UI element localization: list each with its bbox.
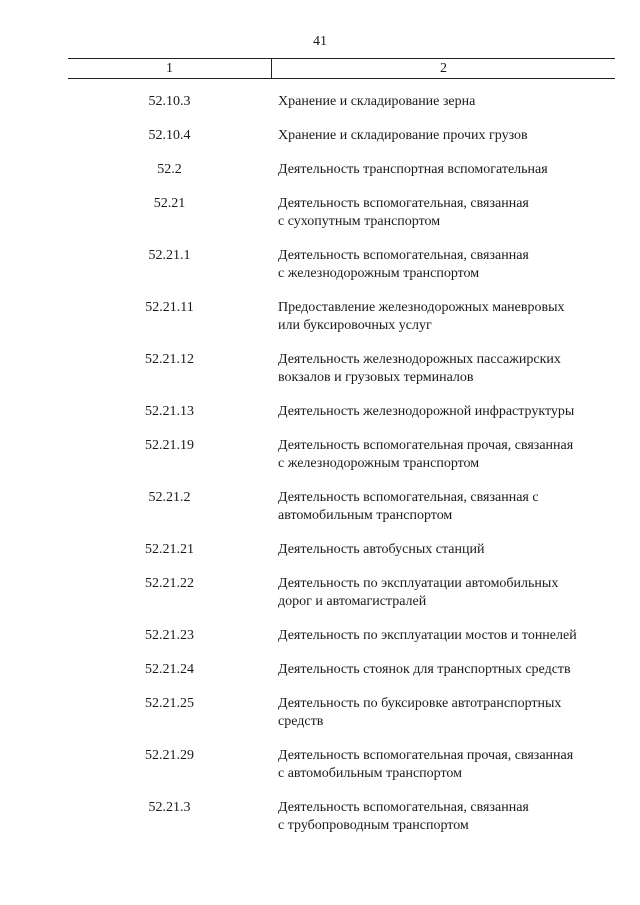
- table-row: [0, 661, 640, 695]
- row-description: [278, 799, 618, 835]
- row-description-line: Деятельность железнодорожных пассажирских: [278, 352, 561, 367]
- row-code: 52.21.25: [145, 696, 194, 711]
- row-description: [278, 299, 618, 335]
- row-description: [278, 403, 618, 421]
- row-description-line: с трубопроводным транспортом: [278, 818, 469, 833]
- row-description: [278, 127, 618, 145]
- table-row: [0, 489, 640, 541]
- row-description-line: вокзалов и грузовых терминалов: [278, 370, 474, 385]
- row-description: [278, 627, 618, 645]
- row-description-line: Деятельность вспомогательная, связанная: [278, 800, 529, 815]
- row-description-line: Предоставление железнодорожных маневровых: [278, 300, 565, 315]
- row-description-line: Деятельность по эксплуатации автомобильных: [278, 576, 559, 591]
- row-description-line: с железнодорожным транспортом: [278, 266, 480, 281]
- row-description-line: Деятельность по эксплуатации мостов и тоннелей: [278, 628, 577, 643]
- table-row: [0, 437, 640, 489]
- row-code: 52.21.21: [145, 542, 194, 557]
- table-row: [0, 627, 640, 661]
- row-description-line: средств: [278, 714, 324, 729]
- header-column-2: 2: [440, 61, 447, 76]
- classification-list: [0, 93, 640, 851]
- row-description: [278, 661, 618, 679]
- row-description-line: с автомобильным транспортом: [278, 766, 463, 781]
- row-code: 52.21.12: [145, 352, 194, 367]
- row-code: 52.21.3: [148, 800, 191, 815]
- row-description-line: Деятельность вспомогательная прочая, связанная: [278, 748, 574, 763]
- row-description: [278, 747, 618, 783]
- table-row: [0, 403, 640, 437]
- row-description-line: Хранение и складирование прочих грузов: [278, 128, 528, 143]
- table-row: [0, 799, 640, 851]
- table-row: [0, 299, 640, 351]
- row-description-line: автомобильным транспортом: [278, 508, 453, 523]
- table-row: [0, 541, 640, 575]
- table-row: [0, 695, 640, 747]
- row-code: 52.21.29: [145, 748, 194, 763]
- row-description-line: Деятельность транспортная вспомогательная: [278, 162, 548, 177]
- row-code: 52.21.24: [145, 662, 194, 677]
- row-description: [278, 247, 618, 283]
- row-code: 52.21.22: [145, 576, 194, 591]
- row-description-line: дорог и автомагистралей: [278, 594, 427, 609]
- row-description: [278, 195, 618, 231]
- row-description-line: или буксировочных услуг: [278, 318, 432, 333]
- header-column-1: 1: [68, 59, 272, 78]
- row-description: [278, 351, 618, 387]
- table-row: [0, 127, 640, 161]
- row-description: [278, 437, 618, 473]
- row-code: 52.21.13: [145, 404, 194, 419]
- row-description-line: с сухопутным транспортом: [278, 214, 441, 229]
- row-code: 52.10.3: [148, 94, 191, 109]
- row-code: 52.10.4: [148, 128, 191, 143]
- row-code: 52.21.11: [145, 300, 194, 315]
- row-description-line: Деятельность автобусных станций: [278, 542, 485, 557]
- row-description-line: Деятельность вспомогательная, связанная: [278, 248, 529, 263]
- table-row: [0, 575, 640, 627]
- row-code: 52.21.1: [148, 248, 191, 263]
- table-row: [0, 161, 640, 195]
- row-description: [278, 161, 618, 179]
- row-description-line: Деятельность вспомогательная прочая, связанная: [278, 438, 574, 453]
- table-row: [0, 247, 640, 299]
- table-row: [0, 195, 640, 247]
- row-description-line: Деятельность железнодорожной инфраструктуры: [278, 404, 575, 419]
- row-description-line: Хранение и складирование зерна: [278, 94, 476, 109]
- row-code: 52.2: [157, 162, 182, 177]
- table-row: [0, 351, 640, 403]
- row-description: [278, 489, 618, 525]
- table-row: [0, 747, 640, 799]
- row-description: [278, 575, 618, 611]
- row-description: [278, 695, 618, 731]
- row-code: 52.21.23: [145, 628, 194, 643]
- row-code: 52.21.2: [148, 490, 191, 505]
- page-number: 41: [313, 34, 327, 49]
- row-description-line: Деятельность по буксировке автотранспортных: [278, 696, 562, 711]
- row-code: 52.21: [153, 196, 186, 211]
- table-header: [68, 58, 615, 79]
- row-description-line: с железнодорожным транспортом: [278, 456, 480, 471]
- table-row: [0, 93, 640, 127]
- row-description: [278, 541, 618, 559]
- row-code: 52.21.19: [145, 438, 194, 453]
- row-description: [278, 93, 618, 111]
- row-description-line: Деятельность стоянок для транспортных средств: [278, 662, 571, 677]
- row-description-line: Деятельность вспомогательная, связанная с: [278, 490, 539, 505]
- row-description-line: Деятельность вспомогательная, связанная: [278, 196, 529, 211]
